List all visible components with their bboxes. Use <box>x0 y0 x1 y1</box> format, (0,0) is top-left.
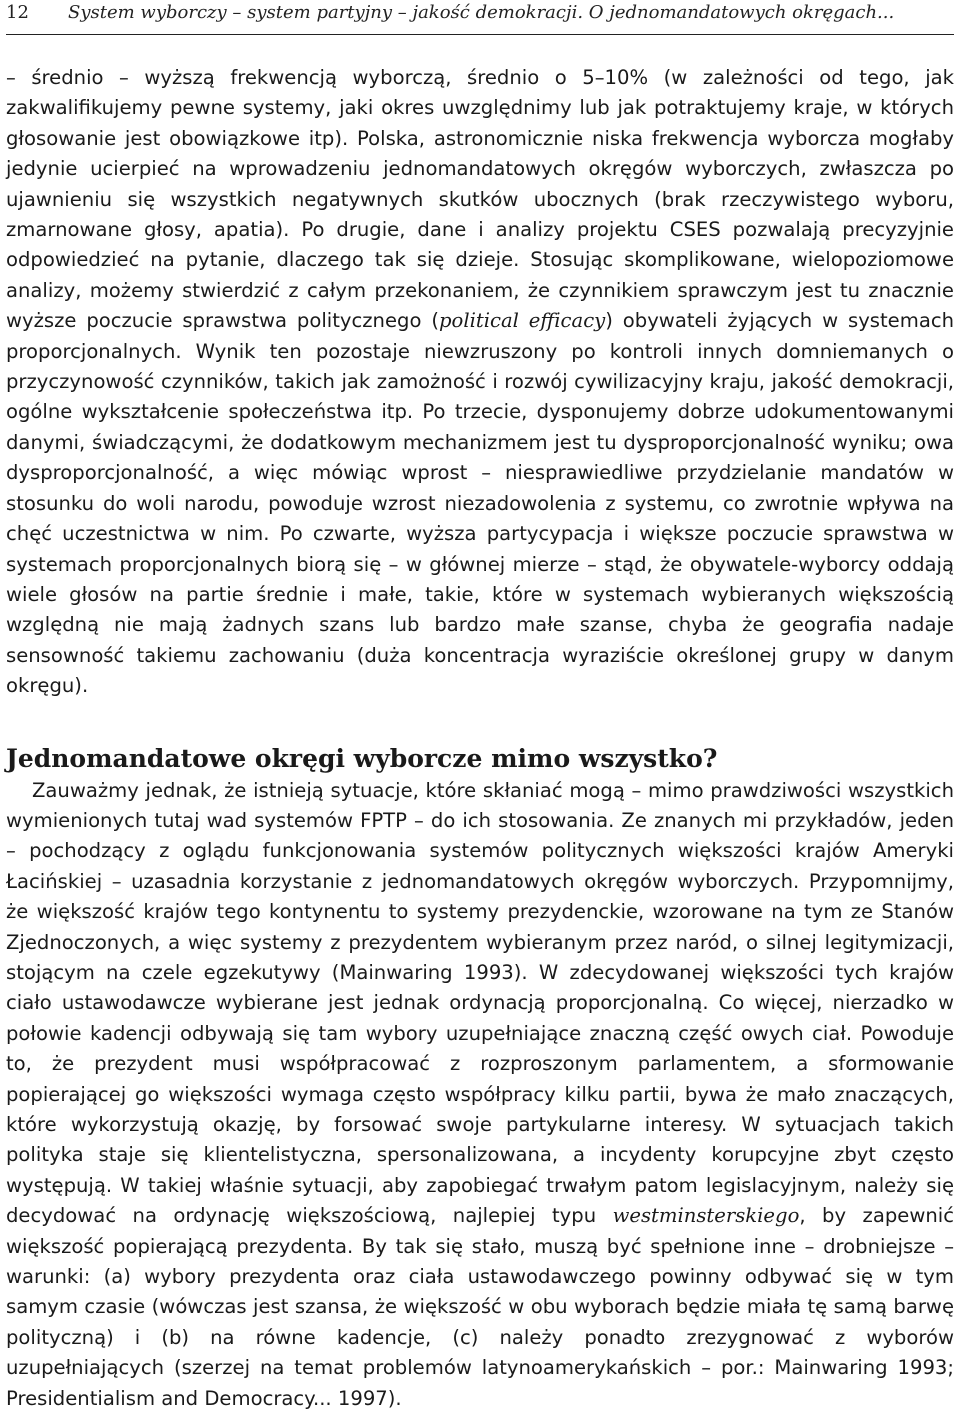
paragraph-continued <box>6 63 954 702</box>
section-paragraph <box>6 776 954 1415</box>
section-heading: Jednomandatowe okręgi wyborcze mimo wszystko? <box>6 743 718 773</box>
book-page <box>6 0 954 1414</box>
running-header <box>6 0 954 30</box>
paragraph-text: ) obywateli żyjących w systemach proporcjonalnych. Wynik ten pozostaje niewzruszony po kontroli innych domniemanych o przyczynowość czynników, takich jak zamożność i rozwój cywilizacyjny kraju, jakość demokracji, ogólne wykształcenie społeczeństwa itp. Po trzecie, dysponujemy dobrze udokumentowanymi danymi, świadczącymi, że dodatkowym mechanizmem jest tu dysproporcjonalność wyniku; owa dysproporcjonalność, a więc mówiąc wprost – niesprawiedliwe przydzielanie mandatów w stosunku do woli narodu, powoduje wzrost niezadowolenia z systemu, co zwrotnie wpływa na chęć uczestnictwa w nim. Po czwarte, wyższa partycypacja i większe poczucie sprawstwa w systemach proporcjonalnych biorą się – w głównej mierze – stąd, że obywatele-wyborcy oddają wiele głosów na partie średnie i małe, takie, które w systemach wybieranych większością względną nie mają żadnych szans lub bardzo małe szanse, chyba że geografia nadaje sensowność takiemu zachowaniu (duża koncentracja wyraziście określonej grupy w danym okręgu). <box>6 309 955 698</box>
body-text <box>6 63 954 1414</box>
italic-term: political efficacy <box>438 309 606 333</box>
paragraph-text: – średnio – wyższą frekwencją wyborczą, średnio o 5–10% (w zależności od tego, jak zakwalifikujemy pewne systemy, jaki okres uwzględnimy lub jak potraktujemy kraje, w których głosowanie jest obowiązkowe itp). Polska, astronomicznie niska frekwencja wyborcza mogłaby jedynie ucierpieć na wprowadzeniu jednomandatowych okręgów wyborczych, zwłaszcza po ujawnieniu się wszystkich negatywnych skutków ubocznych (brak rzeczywistego wyboru, zmarnowane głosy, apatia). Po drugie, dane i analizy projektu CSES pozwalają precyzyjnie odpowiedzieć na pytanie, dlaczego tak się dzieje. Stosując skomplikowane, wielopoziomowe analizy, możemy stwierdzić z całym przekonaniem, że czynnikiem sprawczym jest tu znacznie wyższe poczucie sprawstwa politycznego ( <box>6 66 954 333</box>
running-title: System wyborczy – system partyjny – jakość demokracji. O jednomandatowych okręgach... <box>68 2 895 23</box>
page-number: 12 <box>6 2 29 23</box>
italic-term: westminsterskiego <box>612 1204 800 1228</box>
paragraph-text: Zauważmy jednak, że istnieją sytuacje, które skłaniać mogą – mimo prawdziwości wszystkich wymienionych tutaj wad systemów FPTP – do ich stosowania. Ze znanych mi przykładów, jeden – pochodzący z oglądu funkcjonowania systemów politycznych większości krajów Ameryki Łacińskiej – uzasadnia korzystanie z jednomandatowych okręgów wyborczych. Przypomnijmy, że większość krajów tego kontynentu to systemy prezydenckie, wzorowane na tym ze Stanów Zjednoczonych, a więc systemy z prezydentem wybieranym przez naród, o silnej legitymizacji, stojącym na czele egzekutywy (Mainwaring 1993). W zdecydowanej większości tych krajów ciało ustawodawcze wybierane jest jednak ordynacją proporcjonalną. Co więcej, nierzadko w połowie kadencji odbywają się tam wybory uzupełniające znaczną część owych ciał. Powoduje to, że prezydent musi współpracować z rozproszonym parlamentem, a sformowanie popierającej go większości wymaga często współpracy kilku partii, bywa że mało znaczących, które wykorzystują okazję, by forsować swoje partykularne interesy. W sytuacjach takich polityka staje się klientelistyczna, spersonalizowana, a incydenty korupcyjne zbyt często występują. W takiej właśnie sytuacji, aby zapobiegać trwałym patom legislacyjnym, należy się decydować na ordynację większościową, najlepiej typu <box>6 778 954 1228</box>
paragraph-text: , by zapewnić większość popierającą prezydenta. By tak się stało, muszą być spełnione inne – drobniejsze – warunki: (a) wybory prezydenta oraz ciała ustawodawczego powinny odbywać się w tym samym czasie (wówczas jest szansa, że większość w obu wyborach będzie miała tę samą barwę polityczną) i (b) na równe kadencje, (c) należy ponadto zrezygnować z wyborów uzupełniających (szerzej na temat problemów latynoamerykańskich – por.: Mainwaring 1993; Presidentialism and Democracy... 1997). <box>6 1204 954 1410</box>
header-rule <box>6 34 954 35</box>
